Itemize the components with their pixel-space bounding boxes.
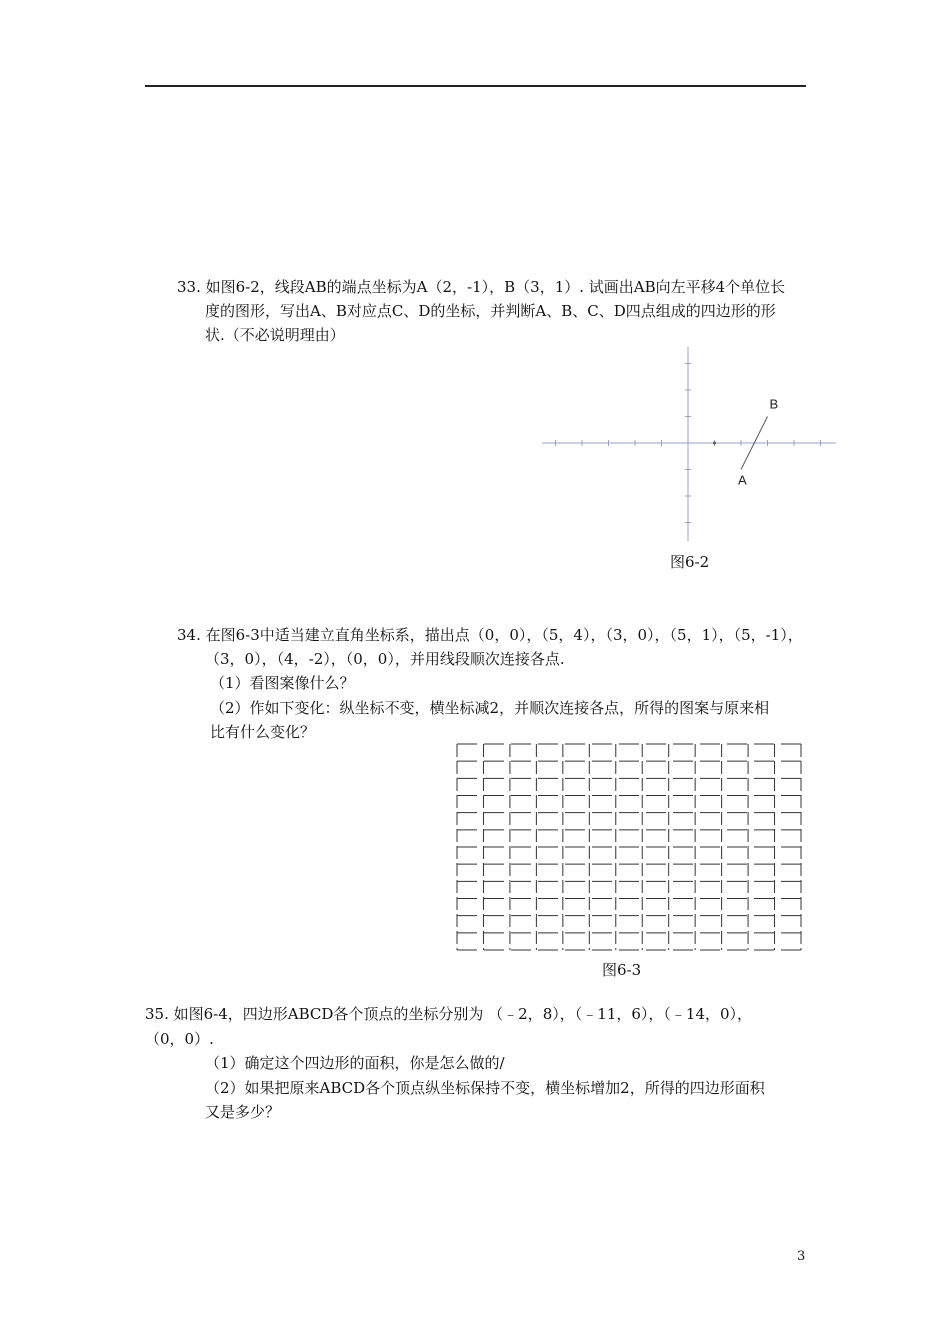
q33-line2: 度的图形，写出A、B对应点C、D的坐标，并判断A、B、C、D四点组成的四边形的形 bbox=[205, 302, 776, 320]
point-a-label: A bbox=[738, 472, 747, 488]
point-b-label: B bbox=[769, 396, 779, 412]
axes bbox=[542, 343, 840, 548]
q35-sub2b: 又是多少？ bbox=[205, 1103, 281, 1121]
q35-sub1: （1）确定这个四边形的面积，你是怎么做的/ bbox=[205, 1054, 505, 1072]
figure-6-2-coordinate-plane bbox=[540, 343, 840, 548]
figure-6-3-grid bbox=[455, 742, 805, 954]
q34-line2: （3，0），（4，-2），（0，0），并用线段顺次连接各点. bbox=[205, 650, 565, 668]
q33-line1: 33. 如图6-2，线段AB的端点坐标为A（2，-1），B（3，1）. 试画出AB向左平移4个单位长 bbox=[177, 278, 786, 296]
q34-sub2b: 比有什么变化？ bbox=[210, 723, 316, 741]
q35-sub2a: （2）如果把原来ABCD各个顶点纵坐标保持不变，横坐标增加2，所得的四边形面积 bbox=[205, 1079, 765, 1097]
q35-line2: （0，0）. bbox=[145, 1030, 214, 1048]
q34-line1: 34. 在图6-3中适当建立直角坐标系，描出点（0，0），（5，4），（3，0），（5，1），（5，-1）， bbox=[177, 626, 803, 644]
figure-6-2-caption: 图6-2 bbox=[670, 553, 710, 571]
q34-sub1: （1）看图案像什么？ bbox=[210, 674, 355, 692]
page-number: 3 bbox=[797, 1249, 806, 1264]
header-rule bbox=[145, 85, 806, 87]
figure-6-3-caption: 图6-3 bbox=[602, 961, 642, 979]
q35-line1: 35. 如图6-4，四边形ABCD各个顶点的坐标分别为 （﹣2，8），（﹣11，6），（﹣14，0）， bbox=[145, 1005, 753, 1023]
q34-sub2a: （2）作如下变化：纵坐标不变，横坐标减2，并顺次连接各点，所得的图案与原来相 bbox=[210, 699, 770, 717]
grid-lines bbox=[457, 744, 801, 950]
q33-line3: 状.（不必说明理由） bbox=[205, 326, 345, 344]
unit-dot bbox=[713, 442, 716, 445]
